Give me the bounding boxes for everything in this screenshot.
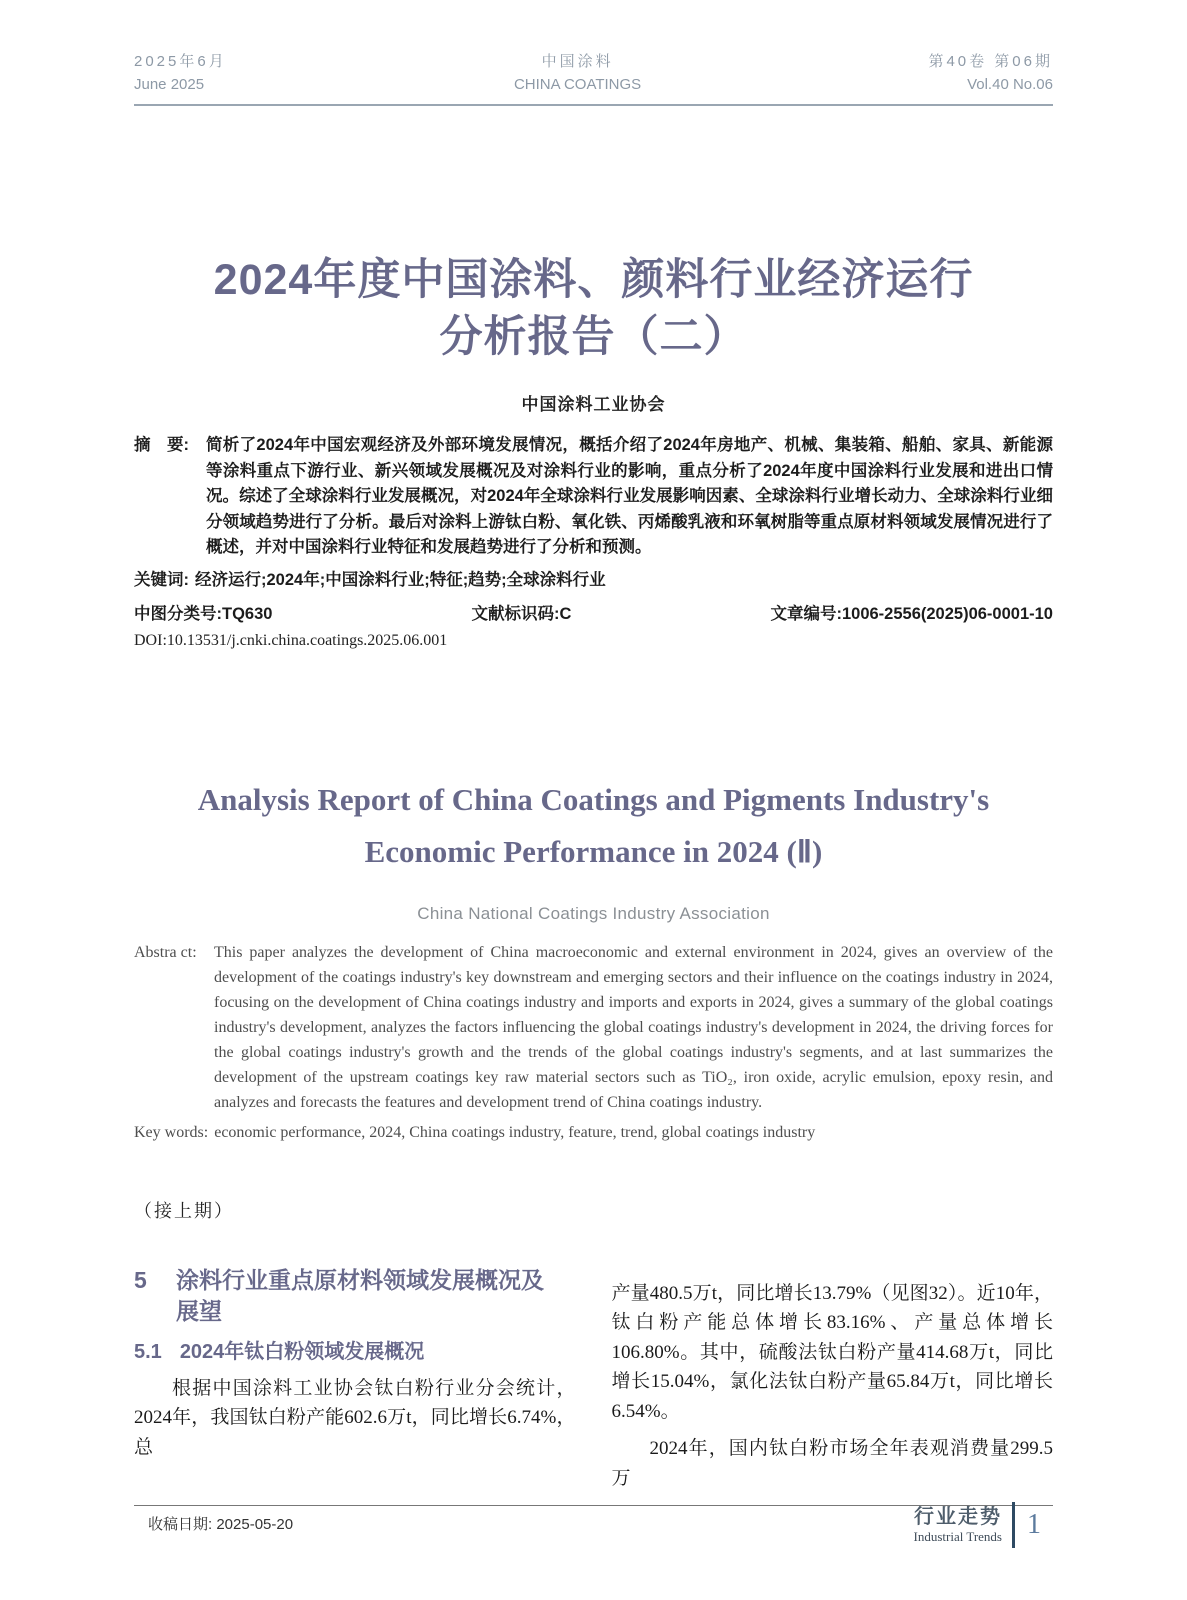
author-zh: 中国涂料工业协会 xyxy=(521,395,666,414)
author-en: China National Coatings Industry Association xyxy=(417,903,770,923)
masthead-journal-name xyxy=(514,50,641,96)
keywords-en-block xyxy=(134,1120,1053,1145)
article-title-zh-line1: 2024年度中国涂料、颜料行业经济运行 xyxy=(213,256,974,304)
page-footer xyxy=(914,1502,1041,1548)
keywords-en-label: Key words: xyxy=(134,1123,209,1141)
section-5-1-title: 2024年钛白粉领域发展概况 xyxy=(179,1340,425,1363)
section-5-number: 5 xyxy=(134,1266,147,1293)
abstract-zh-text: 简析了2024年中国宏观经济及外部环境发展情况，概括介绍了2024年房地产、机械、集装箱、船舶、家具、新能源等涂料重点下游行业、新兴领域发展概况及对涂料行业的影响，重点分析了2024年度中国涂料行业发展和进出口情况。综述了全球涂料行业发展概况，对2024年全球涂料行业发展影响因素、全球涂料行业增长动力、全球涂料行业细分领域趋势进行了分析。最后对涂料上游钛白粉、氧化铁、丙烯酸乳液和环氧树脂等重点原材料领域发展情况进行了概述，并对中国涂料行业特征和发展趋势进行了分析和预测。 xyxy=(206,436,1053,557)
journal-name-zh: 中国涂料 xyxy=(541,53,614,70)
body-paragraph: 2024年，国内钛白粉市场全年表观消费量299.5万 xyxy=(611,1438,1053,1489)
body-paragraph: 根据中国涂料工业协会钛白粉行业分会统计，2024年，我国钛白粉产能602.6万t，同比增长6.74%，总 xyxy=(134,1377,576,1458)
classification-row xyxy=(134,602,1053,627)
article-title-en xyxy=(134,774,1053,878)
masthead-issue-date xyxy=(134,50,227,96)
abstract-en-text: This paper analyzes the development of China macroeconomic and external environment in 2024, gives an overview of the development of the coatings industry's key downstream and emerging sectors and their influence on the coatings industry in 2024, focusing on the development of China coatings industry and imports and exports in 2024, gives a summary of the global coatings industry's development, analyzes the factors influencing the global coatings industry's development in 2024, the driving forces for the global coatings industry's growth and the trends of the global coatings industry's segments, and at last summarizes the development of the upstream coatings key raw material sectors such as TiO₂, iron oxide, acrylic emulsion, epoxy resin, and analyzes and forecasts the features and development trend of China coatings industry. xyxy=(214,943,1053,1111)
issue-date-zh: 2025年6月 xyxy=(134,53,227,70)
volume-issue-zh: 第40卷 第06期 xyxy=(928,53,1053,70)
keywords-zh-block xyxy=(134,568,1053,593)
section-5-heading xyxy=(134,1265,576,1327)
abstract-en-label: Abstra ct: xyxy=(134,943,197,961)
body-column-left xyxy=(134,1265,576,1494)
continuation-note: （接上期） xyxy=(134,1200,234,1221)
footer-column-en: Industrial Trends xyxy=(913,1529,1002,1544)
volume-issue-en: Vol.40 No.06 xyxy=(967,76,1053,93)
footer-column-zh: 行业走势 xyxy=(914,1506,1002,1528)
abstract-zh-block xyxy=(134,433,1053,561)
section-5-1-number: 5.1 xyxy=(134,1340,162,1363)
article-title-en-line2: Economic Performance in 2024 (Ⅱ) xyxy=(364,833,823,869)
masthead-volume-issue xyxy=(928,50,1053,96)
section-5-1-heading xyxy=(134,1339,576,1366)
footer-column-name xyxy=(914,1505,1002,1545)
keywords-en-text: economic performance, 2024, China coatings industry, feature, trend, global coatings industry xyxy=(214,1123,816,1141)
article-title-zh xyxy=(134,252,1053,366)
document-code: 文献标识码:C xyxy=(471,604,572,623)
keywords-zh-text: 经济运行;2024年;中国涂料行业;特征;趋势;全球涂料行业 xyxy=(195,570,606,589)
abstract-zh-label: 摘 要: xyxy=(134,436,189,454)
article-title-zh-line2: 分析报告（二） xyxy=(439,313,748,361)
body-column-right xyxy=(612,1265,1054,1494)
section-5-title: 涂料行业重点原材料领域发展概况及展望 xyxy=(176,1266,544,1324)
page-number: 1 xyxy=(1027,1509,1041,1540)
footer-divider-bar xyxy=(1012,1502,1015,1548)
journal-name-en: CHINA COATINGS xyxy=(513,76,642,93)
abstract-en-block xyxy=(134,940,1053,1115)
clc-number: 中图分类号:TQ630 xyxy=(134,604,273,623)
issue-date-en: June 2025 xyxy=(134,76,205,93)
body-columns xyxy=(134,1265,1053,1494)
received-date: 收稿日期: 2025-05-20 xyxy=(148,1516,294,1534)
masthead xyxy=(134,50,1053,106)
article-id: 文章编号:1006-2556(2025)06-0001-10 xyxy=(770,604,1053,623)
article-title-en-line1: Analysis Report of China Coatings and Pigments Industry's xyxy=(197,781,990,817)
keywords-zh-label: 关键词: xyxy=(134,570,189,589)
body-paragraph: 产量480.5万t，同比增长13.79%（见图32）。近10年，钛白粉产能总体增长83.16%、产量总体增长106.80%。其中，硫酸法钛白粉产量414.68万t，同比增长15.04%，氯化法钛白粉产量65.84万t，同比增长6.54%。 xyxy=(611,1282,1053,1422)
doi: DOI:10.13531/j.cnki.china.coatings.2025.06.001 xyxy=(134,631,448,649)
